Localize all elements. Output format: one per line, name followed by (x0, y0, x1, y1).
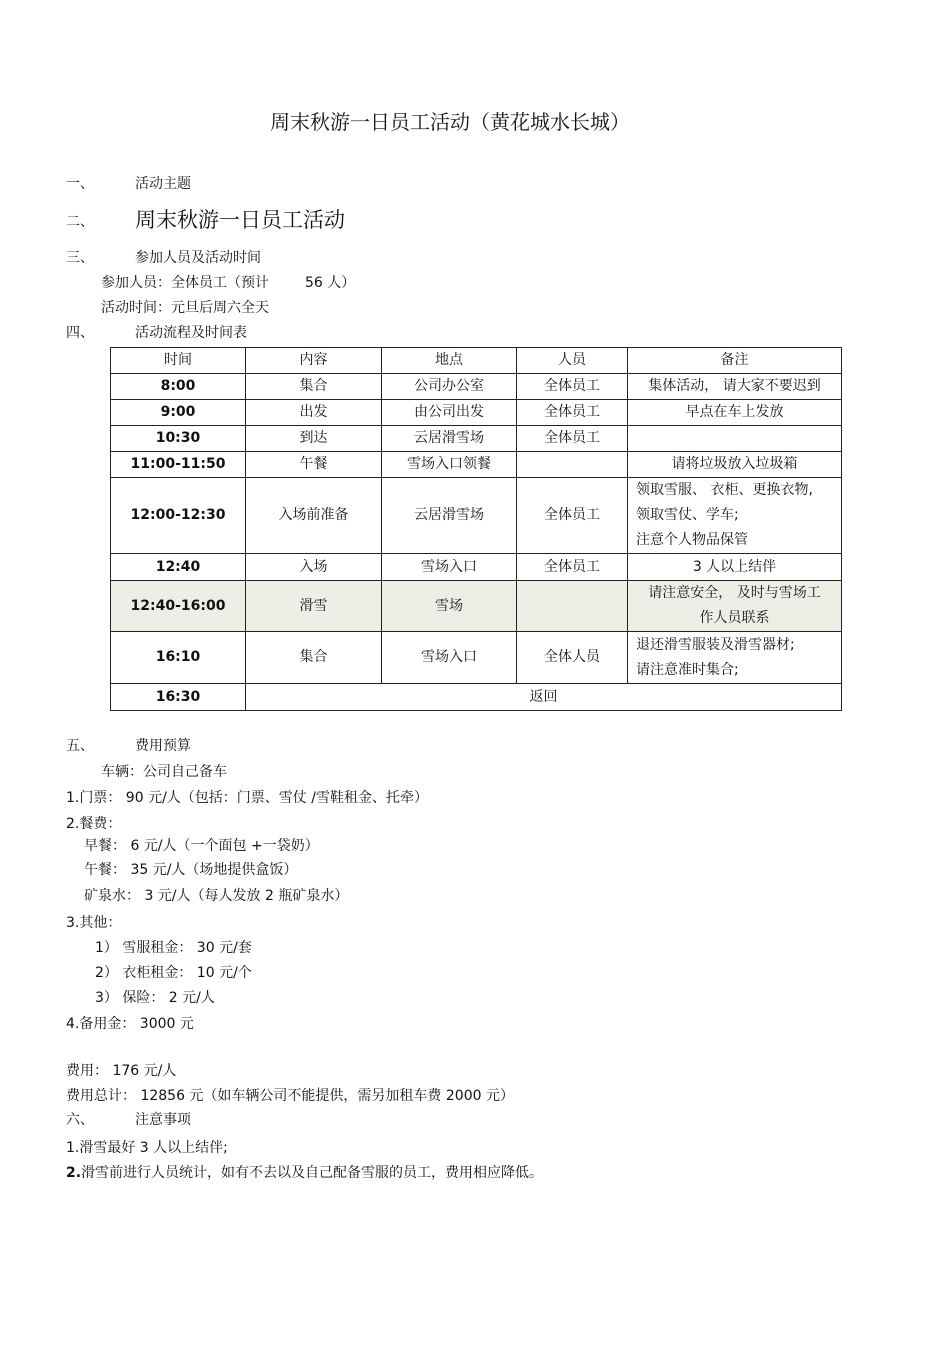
cell-note: 集体活动， 请大家不要迟到 (628, 374, 842, 400)
cell-people: 全体人员 (517, 632, 628, 684)
budget-vehicle: 车辆：公司自己备车 (101, 764, 227, 780)
cell-note: 请将垃圾放入垃圾箱 (628, 452, 842, 478)
cell-people: 全体员工 (517, 554, 628, 581)
budget-per-person: 费用： 176 元/人 (66, 1063, 177, 1079)
cell-note (628, 478, 842, 554)
header-content: 内容 (246, 348, 382, 374)
cell-time: 12:40 (111, 554, 246, 581)
cell-content: 到达 (246, 426, 382, 452)
participants-label: 参加人员：全体员工（预计 (101, 275, 269, 291)
cell-place: 云居滑雪场 (382, 426, 517, 452)
section-4-number: 四、 (66, 325, 94, 341)
cell-content: 入场 (246, 554, 382, 581)
note-line: 请注意安全， 及时与雪场工 (648, 585, 821, 601)
table-header-row (111, 348, 842, 374)
note-2-number: 2. (66, 1165, 82, 1181)
section-4-label: 活动流程及时间表 (135, 325, 247, 341)
cell-content: 集合 (246, 374, 382, 400)
cell-content: 入场前准备 (246, 478, 382, 554)
cell-note (628, 581, 842, 632)
cell-time: 11:00-11:50 (111, 452, 246, 478)
cell-place: 公司办公室 (382, 374, 517, 400)
page-title: 周末秋游一日员工活动（黄花城水长城） (270, 110, 630, 134)
note-line: 注意个人物品保管 (636, 532, 748, 548)
budget-other-header: 3.其他： (66, 915, 122, 931)
cell-merged: 返回 (246, 684, 842, 711)
cell-time: 16:10 (111, 632, 246, 684)
header-place: 地点 (382, 348, 517, 374)
cell-people: 全体员工 (517, 426, 628, 452)
section-1-number: 一、 (66, 176, 94, 192)
cell-place: 雪场入口领餐 (382, 452, 517, 478)
budget-lunch: 午餐： 35 元/人（场地提供盒饭） (84, 862, 298, 878)
cell-content: 集合 (246, 632, 382, 684)
cell-time: 9:00 (111, 400, 246, 426)
budget-total: 费用总计： 12856 元（如车辆公司不能提供，需另加租车费 2000 元） (66, 1088, 514, 1104)
header-note: 备注 (628, 348, 842, 374)
table-row (111, 632, 842, 684)
section-5-label: 费用预算 (135, 738, 191, 754)
note-2 (66, 1165, 543, 1182)
cell-place: 由公司出发 (382, 400, 517, 426)
cell-note (628, 426, 842, 452)
table-row (111, 684, 842, 711)
table-row (111, 400, 842, 426)
section-3-label: 参加人员及活动时间 (135, 250, 261, 266)
schedule-table (110, 347, 842, 711)
cell-place: 雪场 (382, 581, 517, 632)
cell-people: 全体员工 (517, 478, 628, 554)
cell-place: 雪场入口 (382, 554, 517, 581)
note-line: 领取雪服、 衣柜、更换衣物, (636, 482, 813, 498)
table-row (111, 374, 842, 400)
section-2-label: 周末秋游一日员工活动 (135, 208, 345, 232)
note-2-text: 滑雪前进行人员统计，如有不去以及自己配备雪服的员工，费用相应降低。 (81, 1165, 544, 1181)
note-line: 退还滑雪服装及滑雪器材; (636, 636, 795, 653)
budget-meal-header: 2.餐费： (66, 816, 122, 832)
activity-time: 活动时间：元旦后周六全天 (101, 300, 269, 316)
table-row (111, 426, 842, 452)
cell-people: 全体员工 (517, 374, 628, 400)
cell-content: 滑雪 (246, 581, 382, 632)
cell-time: 16:30 (111, 684, 246, 711)
cell-people (517, 452, 628, 478)
budget-reserve: 4.备用金： 3000 元 (66, 1016, 194, 1032)
cell-content: 出发 (246, 400, 382, 426)
cell-content: 午餐 (246, 452, 382, 478)
section-6-number: 六、 (66, 1112, 94, 1128)
note-line: 作人员联系 (699, 610, 770, 626)
cell-note: 早点在车上发放 (628, 400, 842, 426)
cell-people (517, 581, 628, 632)
cell-people: 全体员工 (517, 400, 628, 426)
cell-time: 12:40-16:00 (111, 581, 246, 632)
cell-note (628, 632, 842, 684)
cell-place: 云居滑雪场 (382, 478, 517, 554)
table-row (111, 554, 842, 581)
table-row (111, 581, 842, 632)
budget-ticket: 1.门票： 90 元/人（包括：门票、雪仗 /雪鞋租金、托牵） (66, 790, 428, 806)
cell-time: 8:00 (111, 374, 246, 400)
header-time: 时间 (111, 348, 246, 374)
note-line: 请注意准时集合; (636, 661, 739, 678)
note-line: 领取雪仗、学车; (636, 507, 739, 523)
cell-time: 10:30 (111, 426, 246, 452)
participants-count: 56 人） (305, 275, 356, 291)
section-3-number: 三、 (66, 250, 94, 266)
header-people: 人员 (517, 348, 628, 374)
cell-time: 12:00-12:30 (111, 478, 246, 554)
budget-other-2: 2） 衣柜租金： 10 元/个 (95, 965, 252, 981)
section-1-label: 活动主题 (135, 176, 191, 192)
budget-other-1: 1） 雪服租金： 30 元/套 (95, 940, 252, 956)
cell-place: 雪场入口 (382, 632, 517, 684)
table-row (111, 452, 842, 478)
budget-breakfast: 早餐： 6 元/人（一个面包 +一袋奶） (84, 838, 319, 854)
budget-water: 矿泉水： 3 元/人（每人发放 2 瓶矿泉水） (84, 888, 349, 904)
section-6-label: 注意事项 (135, 1112, 191, 1128)
note-1: 1.滑雪最好 3 人以上结伴; (66, 1140, 228, 1156)
section-2-number: 二、 (66, 214, 94, 230)
budget-other-3: 3） 保险： 2 元/人 (95, 990, 215, 1006)
table-row (111, 478, 842, 554)
section-5-number: 五、 (66, 738, 94, 754)
cell-note: 3 人以上结伴 (628, 554, 842, 581)
